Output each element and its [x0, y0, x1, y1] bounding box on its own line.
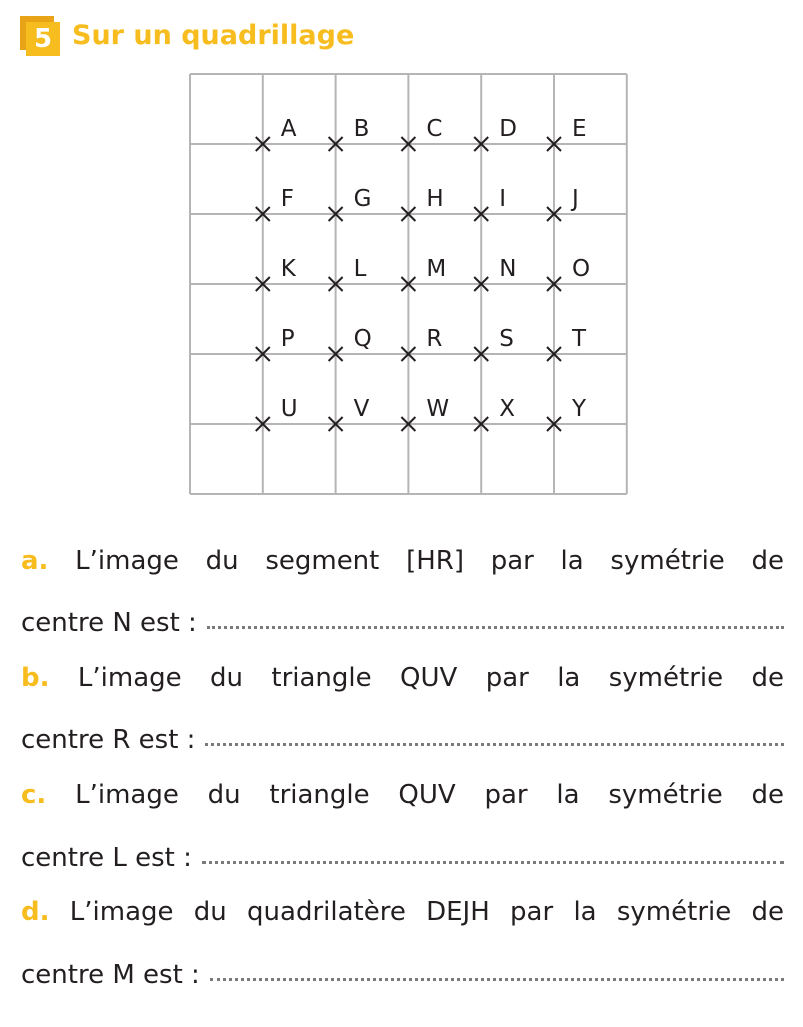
exercise-number: 5 — [26, 22, 60, 56]
question-c-text-2: centre L est : — [21, 843, 192, 873]
question-a-label: a. — [21, 546, 49, 576]
point-label: S — [499, 326, 514, 352]
point-label: U — [280, 396, 298, 422]
point-label: N — [499, 256, 517, 282]
point-label: O — [572, 256, 591, 282]
question-d-text-2: centre M est : — [21, 960, 200, 990]
point-label: E — [572, 116, 587, 142]
point-label: F — [280, 186, 295, 212]
question-d-label: d. — [21, 897, 50, 927]
exercise-title: Sur un quadrillage — [72, 20, 355, 51]
grid-point-j — [547, 186, 579, 221]
point-label: P — [280, 326, 295, 352]
question-a-line1 — [21, 544, 784, 578]
answer-a-dotted-line[interactable] — [207, 600, 784, 629]
point-label: V — [353, 396, 370, 422]
point-label: M — [426, 256, 447, 282]
answer-c-dotted-line[interactable] — [202, 835, 784, 864]
question-c-line2 — [21, 837, 784, 875]
question-b-line2 — [21, 719, 784, 757]
point-label: C — [426, 116, 443, 142]
grid-point-l — [329, 256, 367, 291]
point-label: L — [353, 256, 367, 282]
question-a-text: L’image du segment [HR] par la symétrie de — [75, 546, 785, 576]
point-label: D — [499, 116, 517, 142]
question-b-line1 — [21, 661, 784, 695]
question-a-line2 — [21, 602, 784, 640]
point-label: G — [353, 186, 372, 212]
grid-point-f — [256, 186, 294, 221]
point-label: W — [426, 396, 450, 422]
point-label: B — [353, 116, 370, 142]
question-c-line1 — [21, 778, 784, 812]
question-b-text-2: centre R est : — [21, 725, 196, 755]
point-label: R — [426, 326, 443, 352]
grid-point-i — [474, 186, 506, 221]
question-d-line1 — [21, 895, 784, 929]
point-label: H — [426, 186, 444, 212]
question-d-text: L’image du quadrilatère DEJH par la symétrie de — [69, 897, 785, 927]
question-b-label: b. — [21, 663, 50, 693]
question-c-label: c. — [21, 780, 47, 810]
point-label: K — [280, 256, 296, 282]
grid-point-p — [256, 326, 295, 361]
grid-point-s — [474, 326, 514, 361]
question-c-text: L’image du triangle QUV par la symétrie de — [75, 780, 785, 810]
question-d-line2 — [21, 954, 784, 992]
point-label: A — [280, 116, 297, 142]
point-label: X — [499, 396, 515, 422]
question-a-text-2: centre N est : — [21, 608, 197, 638]
point-label: J — [572, 186, 579, 212]
point-label: I — [499, 186, 506, 212]
question-b-text: L’image du triangle QUV par la symétrie de — [77, 663, 784, 693]
point-label: Q — [353, 326, 372, 352]
point-label: T — [572, 326, 587, 352]
answer-d-dotted-line[interactable] — [210, 952, 784, 981]
point-label: Y — [572, 396, 587, 422]
grid-point-e — [547, 116, 587, 151]
answer-b-dotted-line[interactable] — [205, 717, 784, 746]
